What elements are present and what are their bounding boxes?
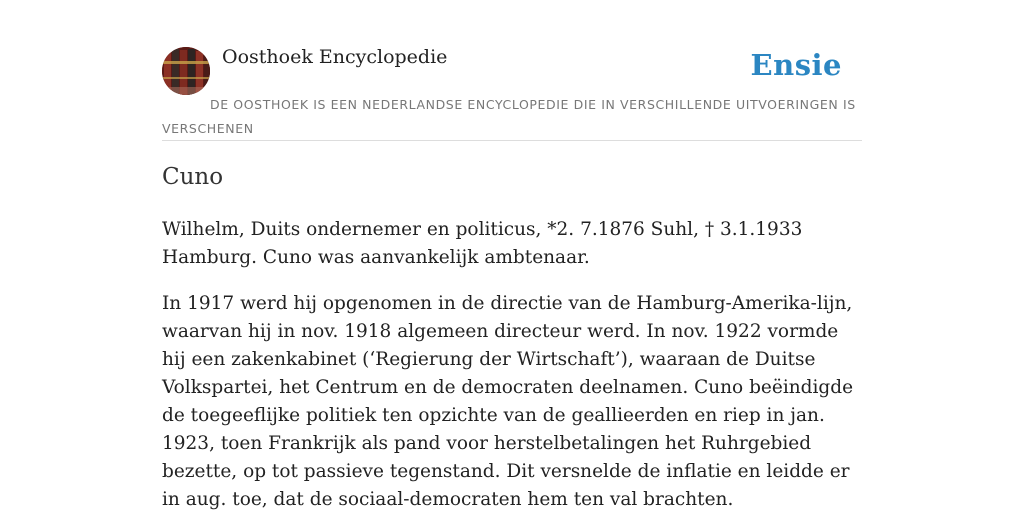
- encyclopedia-books-avatar[interactable]: [162, 47, 210, 95]
- books-icon: [162, 47, 210, 95]
- site-tagline: DE OOSTHOEK IS EEN NEDERLANDSE ENCYCLOPEDIE DIE IN VERSCHILLENDE UITVOERINGEN IS VERSCHENEN: [162, 97, 856, 136]
- brand-logo[interactable]: Ensie: [750, 48, 842, 82]
- article-paragraph: Wilhelm, Duits ondernemer en politicus, *2. 7.1876 Suhl, † 3.1.1933 Hamburg. Cuno was aanvankelijk ambtenaar.: [162, 219, 803, 268]
- article-paragraph: In 1917 werd hij opgenomen in de directie van de Hamburg-Amerika-lijn, waarvan hij in nov. 1918 algemeen directeur werd. In nov. 1922 vormde hij een zakenkabinet (‘Regierung der Wirtschaft’), waaraan de Duitse Volkspartei, het Centrum en de democraten deelnamen. Cuno beëindigde de toegeeflijke politiek ten opzichte van de geallieerden en riep in jan. 1923, toen Frankrijk als pand voor herstelbetalingen het Ruhrgebied bezette, op tot passieve tegenstand. Dit versnelde de inflatie en leidde er in aug. toe, dat de sociaal-democraten hem ten val brachten.: [162, 293, 854, 510]
- site-header: [162, 44, 862, 141]
- site-name-link[interactable]: Oosthoek Encyclopedie: [222, 46, 448, 68]
- article-title: Cuno: [162, 164, 224, 190]
- article-body: [162, 216, 866, 532]
